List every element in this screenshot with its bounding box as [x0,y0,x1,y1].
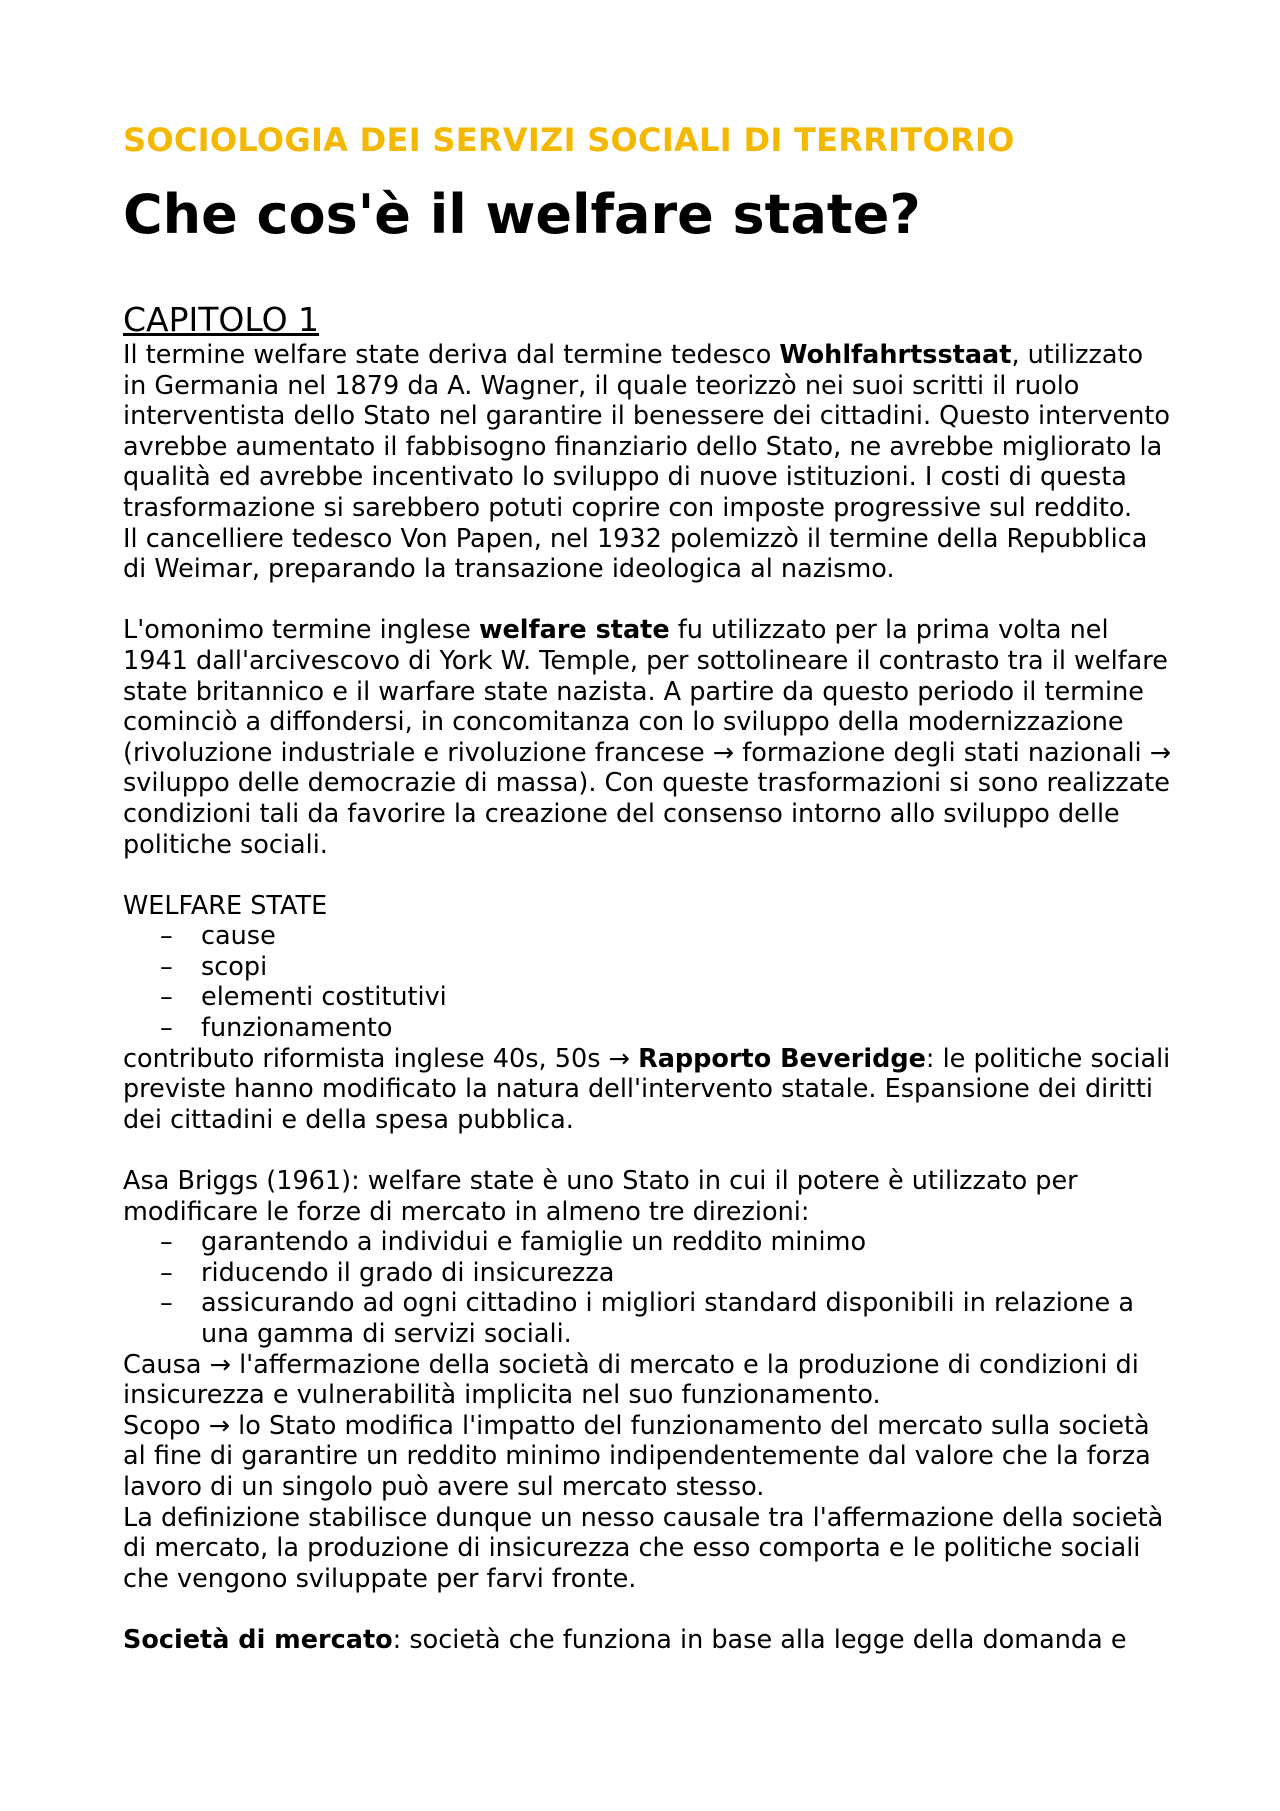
dash-bullet: – [160,982,173,1013]
list-item: – scopi [160,951,268,982]
paragraph-wohlfahrtsstaat: Il termine welfare state deriva dal termine tedesco Wohlfahrtsstaat, utilizzato in Germania nel 1879 da A. Wagner, il quale teorizzò nei suoi scritti il ruolo interventista dello Stato nel garantire il benessere dei cittadini. Questo intervento avrebbe aumentato il fabbisogno finanziario dello Stato, ne avrebbe migliorato la qualità ed avrebbe incentivato lo sviluppo di nuove istituzioni. I costi di questa trasformazione si sarebbero potuti coprire con imposte progressive sul reddito. [123,340,1171,523]
list-item: – riducendo il grado di insicurezza [160,1257,615,1288]
dash-bullet: – [160,921,173,952]
body-text [123,340,1173,1656]
paragraph-beveridge: contributo riformista inglese 40s, 50s → Rapporto Beveridge: le politiche sociali previste hanno modificato la natura dell'intervento statale. Espansione dei diritti dei cittadini e della spesa pubblica. [123,1043,1171,1135]
page-title: Che cos'è il welfare state? [123,183,921,246]
paragraph-causa: Causa → l'affermazione della società di mercato e la produzione di condizioni di insicurezza e vulnerabilità implicita nel suo funzionamento. [123,1349,1139,1411]
paragraph-welfare-state-origin: L'omonimo termine inglese welfare state fu utilizzato per la prima volta nel 1941 dall'arcivescovo di York W. Temple, per sottolineare il contrasto tra il welfare state britannico e il warfare state nazista. A partire da questo periodo il termine cominciò a diffondersi, in concomitanza con lo sviluppo della modernizzazione (rivoluzione industriale e rivoluzione francese → formazione degli stati nazionali → sviluppo delle democrazie di massa). Con queste trasformazioni si sono realizzate condizioni tali da favorire la creazione del consenso intorno allo sviluppo delle politiche sociali. [123,615,1172,860]
term-wohlfahrtsstaat: Wohlfahrtsstaat [779,340,1012,370]
paragraph-definizione: La definizione stabilisce dunque un nesso causale tra l'affermazione della società di mercato, la produzione di insicurezza che esso comporta e le politiche sociali che vengono sviluppate per farvi fronte. [123,1502,1164,1594]
dash-bullet: – [160,1288,173,1319]
dash-bullet: – [160,1013,173,1044]
list-item: – elementi costitutivi [160,982,447,1013]
course-title: SOCIOLOGIA DEI SERVIZI SOCIALI DI TERRITORIO [123,121,1015,159]
paragraph-von-papen: Il cancelliere tedesco Von Papen, nel 1932 polemizzò il termine della Repubblica di Weimar, preparando la transazione ideologica al nazismo. [123,523,1148,585]
welfare-list [123,921,1173,1043]
welfare-list-heading: WELFARE STATE [123,890,328,921]
term-rapporto-beveridge: Rapporto Beveridge [638,1043,926,1074]
briggs-list [123,1227,1173,1349]
dash-bullet: – [160,1257,173,1288]
paragraph-briggs: Asa Briggs (1961): welfare state è uno Stato in cui il potere è utilizzato per modificare le forze di mercato in almeno tre direzioni: [123,1166,1078,1227]
paragraph-gap [123,585,1173,616]
term-societa-di-mercato: Società di mercato [123,1624,393,1655]
paragraph-scopo: Scopo → lo Stato modifica l'impatto del funzionamento del mercato sulla società al fine di garantire un reddito minimo indipendentemente dal valore che la forza lavoro di un singolo può avere sul mercato stesso. [123,1410,1151,1502]
list-item: – cause [160,921,276,952]
paragraph-gap [123,860,1173,891]
list-item: – funzionamento [160,1013,393,1044]
chapter-heading: CAPITOLO 1 [123,300,320,339]
list-item: – assicurando ad ogni cittadino i migliori standard disponibili in relazione a una gamma di servizi sociali. [160,1288,1134,1349]
paragraph-gap [123,1594,1173,1625]
paragraph-societa-di-mercato: Società di mercato: società che funziona in base alla legge della domanda e [123,1624,1127,1655]
document-page [123,118,1173,1656]
dash-bullet: – [160,951,173,982]
paragraph-gap [123,1135,1173,1166]
list-item: – garantendo a individui e famiglie un reddito minimo [160,1227,867,1258]
dash-bullet: – [160,1227,173,1258]
term-welfare-state: welfare state [478,615,670,646]
